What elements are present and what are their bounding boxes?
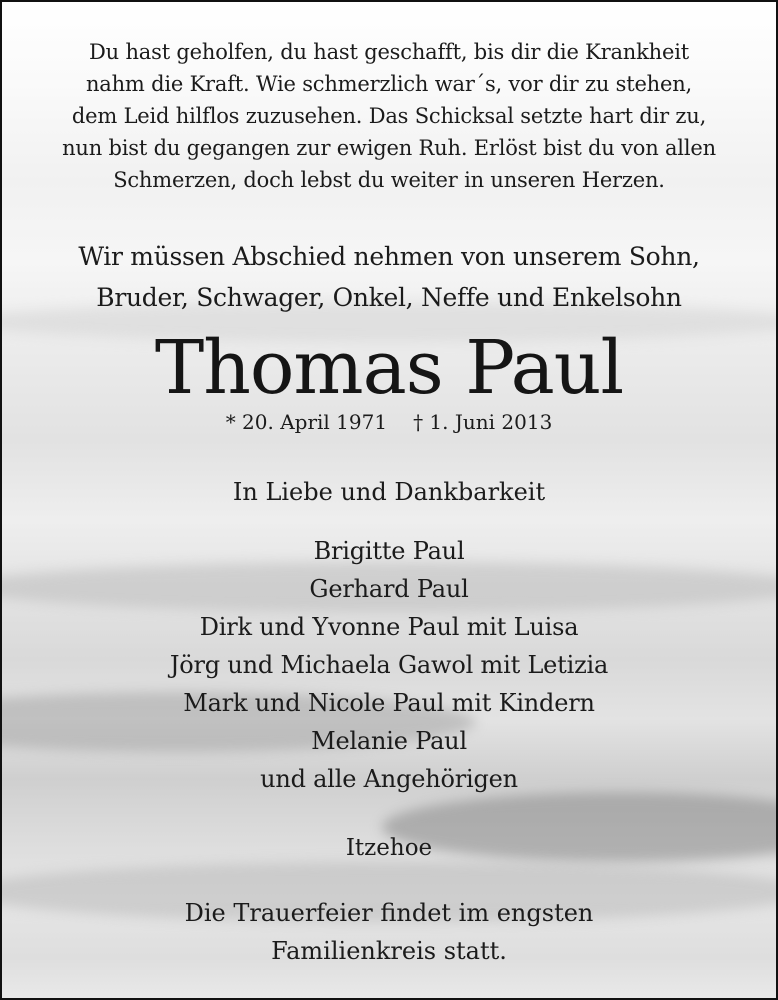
mourner: Brigitte Paul bbox=[313, 537, 465, 565]
birth-date: * 20. April 1971 bbox=[225, 410, 388, 434]
mourner: Melanie Paul bbox=[311, 727, 467, 755]
poem bbox=[2, 36, 776, 196]
life-dates bbox=[2, 407, 776, 437]
farewell-intro bbox=[2, 236, 776, 318]
mourner: Gerhard Paul bbox=[309, 575, 469, 603]
service-note bbox=[2, 894, 776, 970]
mourner: Mark und Nicole Paul mit Kindern bbox=[183, 689, 595, 717]
service-line: Die Trauerfeier findet im engsten bbox=[184, 899, 594, 927]
mourner: und alle Angehörigen bbox=[260, 765, 518, 793]
poem-line: Du hast geholfen, du hast geschafft, bis dir die Krankheit bbox=[89, 40, 689, 64]
intro-line: Bruder, Schwager, Onkel, Neffe und Enkelsohn bbox=[96, 283, 682, 312]
dedication: In Liebe und Dankbarkeit bbox=[232, 478, 546, 506]
service-line: Familienkreis statt. bbox=[271, 937, 507, 965]
poem-line: nahm die Kraft. Wie schmerzlich war´s, vor dir zu stehen, bbox=[85, 72, 693, 96]
poem-line: dem Leid hilflos zuzusehen. Das Schicksal setzte hart dir zu, bbox=[71, 104, 707, 128]
mourner: Jörg und Michaela Gawol mit Letizia bbox=[169, 651, 609, 679]
poem-line: nun bist du gegangen zur ewigen Ruh. Erlöst bist du von allen bbox=[62, 136, 716, 160]
mourner: Dirk und Yvonne Paul mit Luisa bbox=[199, 613, 579, 641]
place: Itzehoe bbox=[345, 835, 433, 861]
intro-line: Wir müssen Abschied nehmen von unserem Sohn, bbox=[78, 242, 700, 271]
mourners-list bbox=[2, 532, 776, 798]
death-date: † 1. Juni 2013 bbox=[413, 410, 553, 434]
deceased-name: Thomas Paul bbox=[154, 325, 624, 411]
poem-line: Schmerzen, doch lebst du weiter in unseren Herzen. bbox=[113, 168, 665, 192]
